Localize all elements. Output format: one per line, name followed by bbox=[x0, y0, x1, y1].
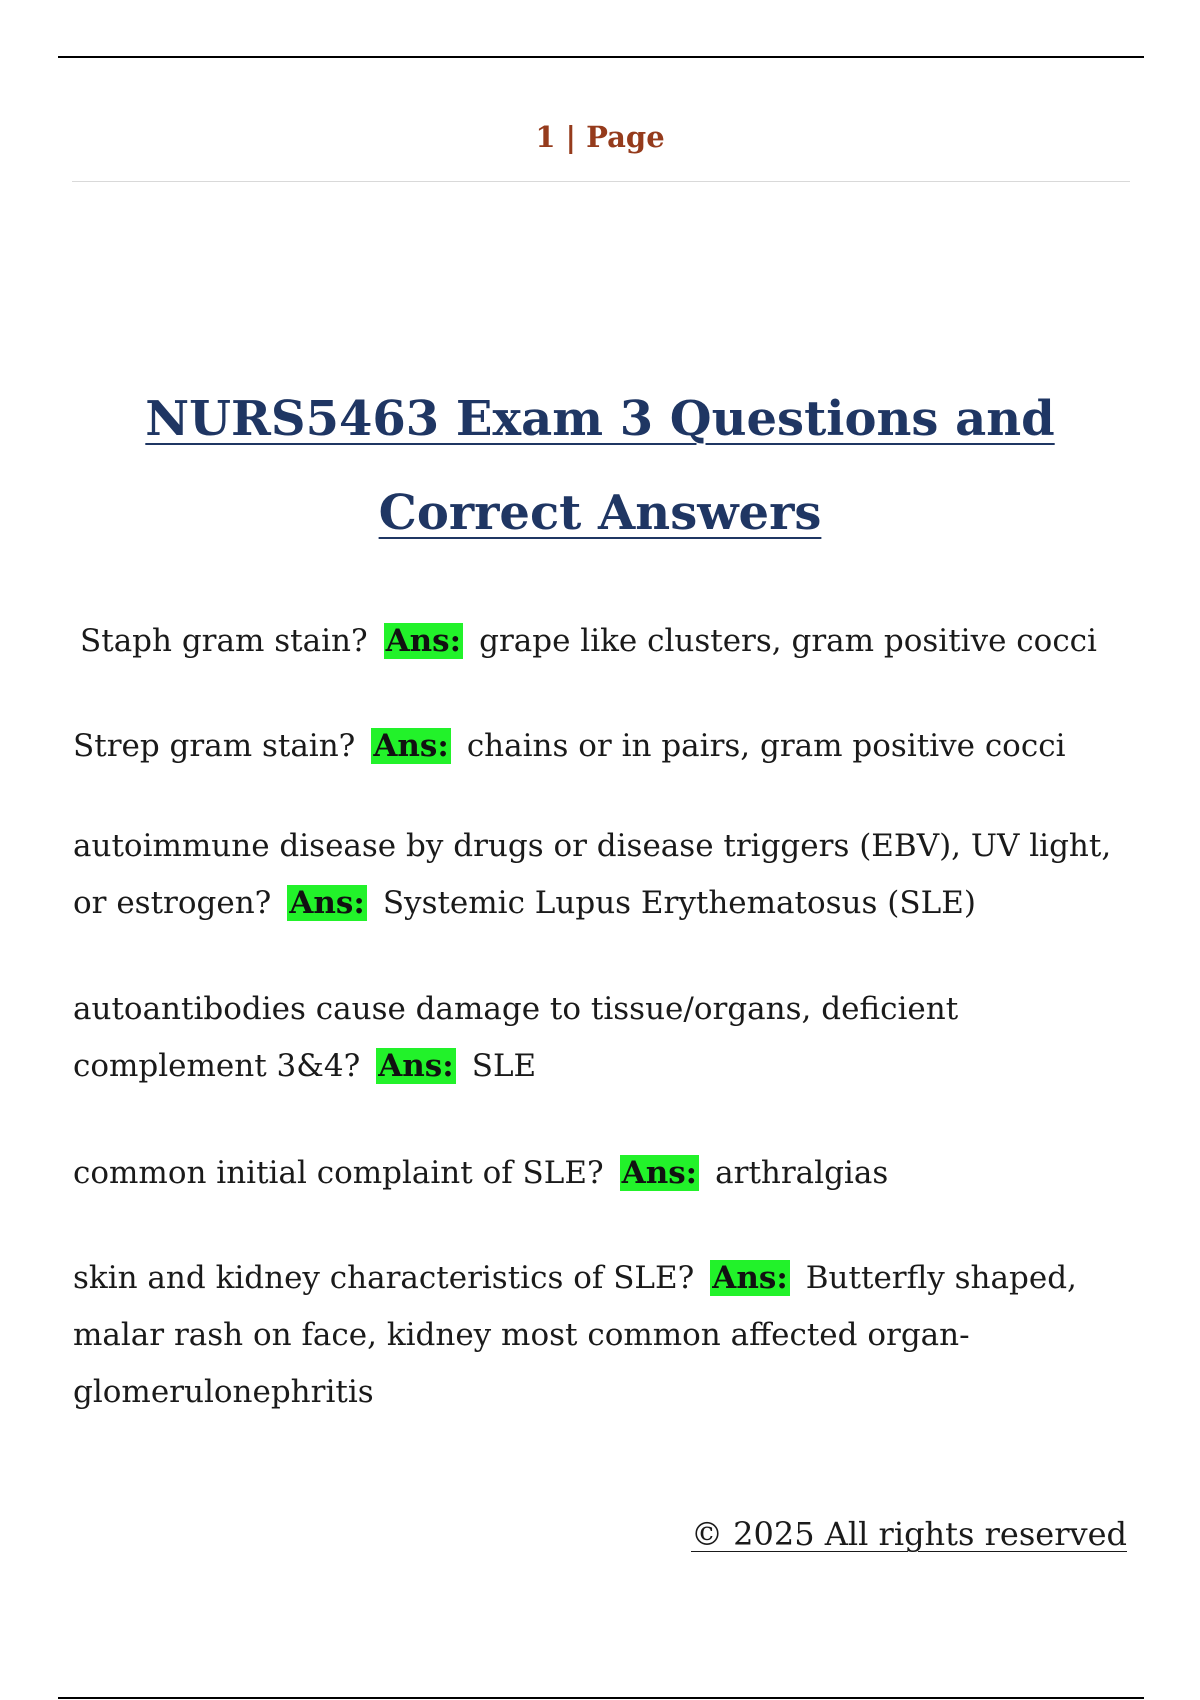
qa-item bbox=[73, 1250, 1133, 1421]
page-number: 1 bbox=[535, 120, 556, 154]
copyright-notice: © 2025 All rights reserved bbox=[691, 1515, 1127, 1553]
question-text: Staph gram stain? bbox=[80, 623, 368, 659]
question-text: skin and kidney characteristics of SLE? bbox=[73, 1260, 695, 1296]
bottom-rule bbox=[58, 1697, 1144, 1699]
answer-text: chains or in pairs, gram positive cocci bbox=[466, 728, 1066, 764]
ans-label: Ans: bbox=[712, 1260, 788, 1296]
document-title: NURS5463 Exam 3 Questions and Correct Answers bbox=[145, 391, 1055, 541]
answer-text: arthralgias bbox=[715, 1155, 889, 1191]
top-rule bbox=[58, 56, 1144, 58]
ans-label: Ans: bbox=[289, 885, 365, 921]
question-text: Strep gram stain? bbox=[73, 728, 356, 764]
answer-text: Systemic Lupus Erythematosus (SLE) bbox=[382, 885, 976, 921]
answer-text: Butterfly shaped, malar rash on face, kidney most common affected organ- glomerulonephritis bbox=[73, 1260, 1077, 1410]
ans-label: Ans: bbox=[378, 1048, 454, 1084]
qa-item bbox=[73, 818, 1133, 932]
ans-label: Ans: bbox=[373, 728, 449, 764]
answer-text: grape like clusters, gram positive cocci bbox=[479, 623, 1097, 659]
question-text: autoimmune disease by drugs or disease triggers (EBV), UV light, or estrogen? bbox=[73, 828, 1112, 921]
page-header-separator: | bbox=[565, 120, 577, 154]
header-divider bbox=[72, 181, 1130, 182]
answer-text: SLE bbox=[471, 1048, 537, 1084]
page-label: Page bbox=[586, 120, 665, 154]
question-text: autoantibodies cause damage to tissue/organs, deficient complement 3&4? bbox=[73, 991, 959, 1084]
ans-label: Ans: bbox=[621, 1155, 698, 1191]
question-text: common initial complaint of SLE? bbox=[73, 1155, 604, 1191]
ans-label: Ans: bbox=[385, 623, 462, 659]
qa-item bbox=[80, 613, 1140, 670]
qa-item bbox=[73, 718, 1133, 775]
page-header bbox=[0, 120, 1200, 154]
qa-item bbox=[73, 981, 973, 1095]
qa-item bbox=[73, 1145, 1133, 1202]
